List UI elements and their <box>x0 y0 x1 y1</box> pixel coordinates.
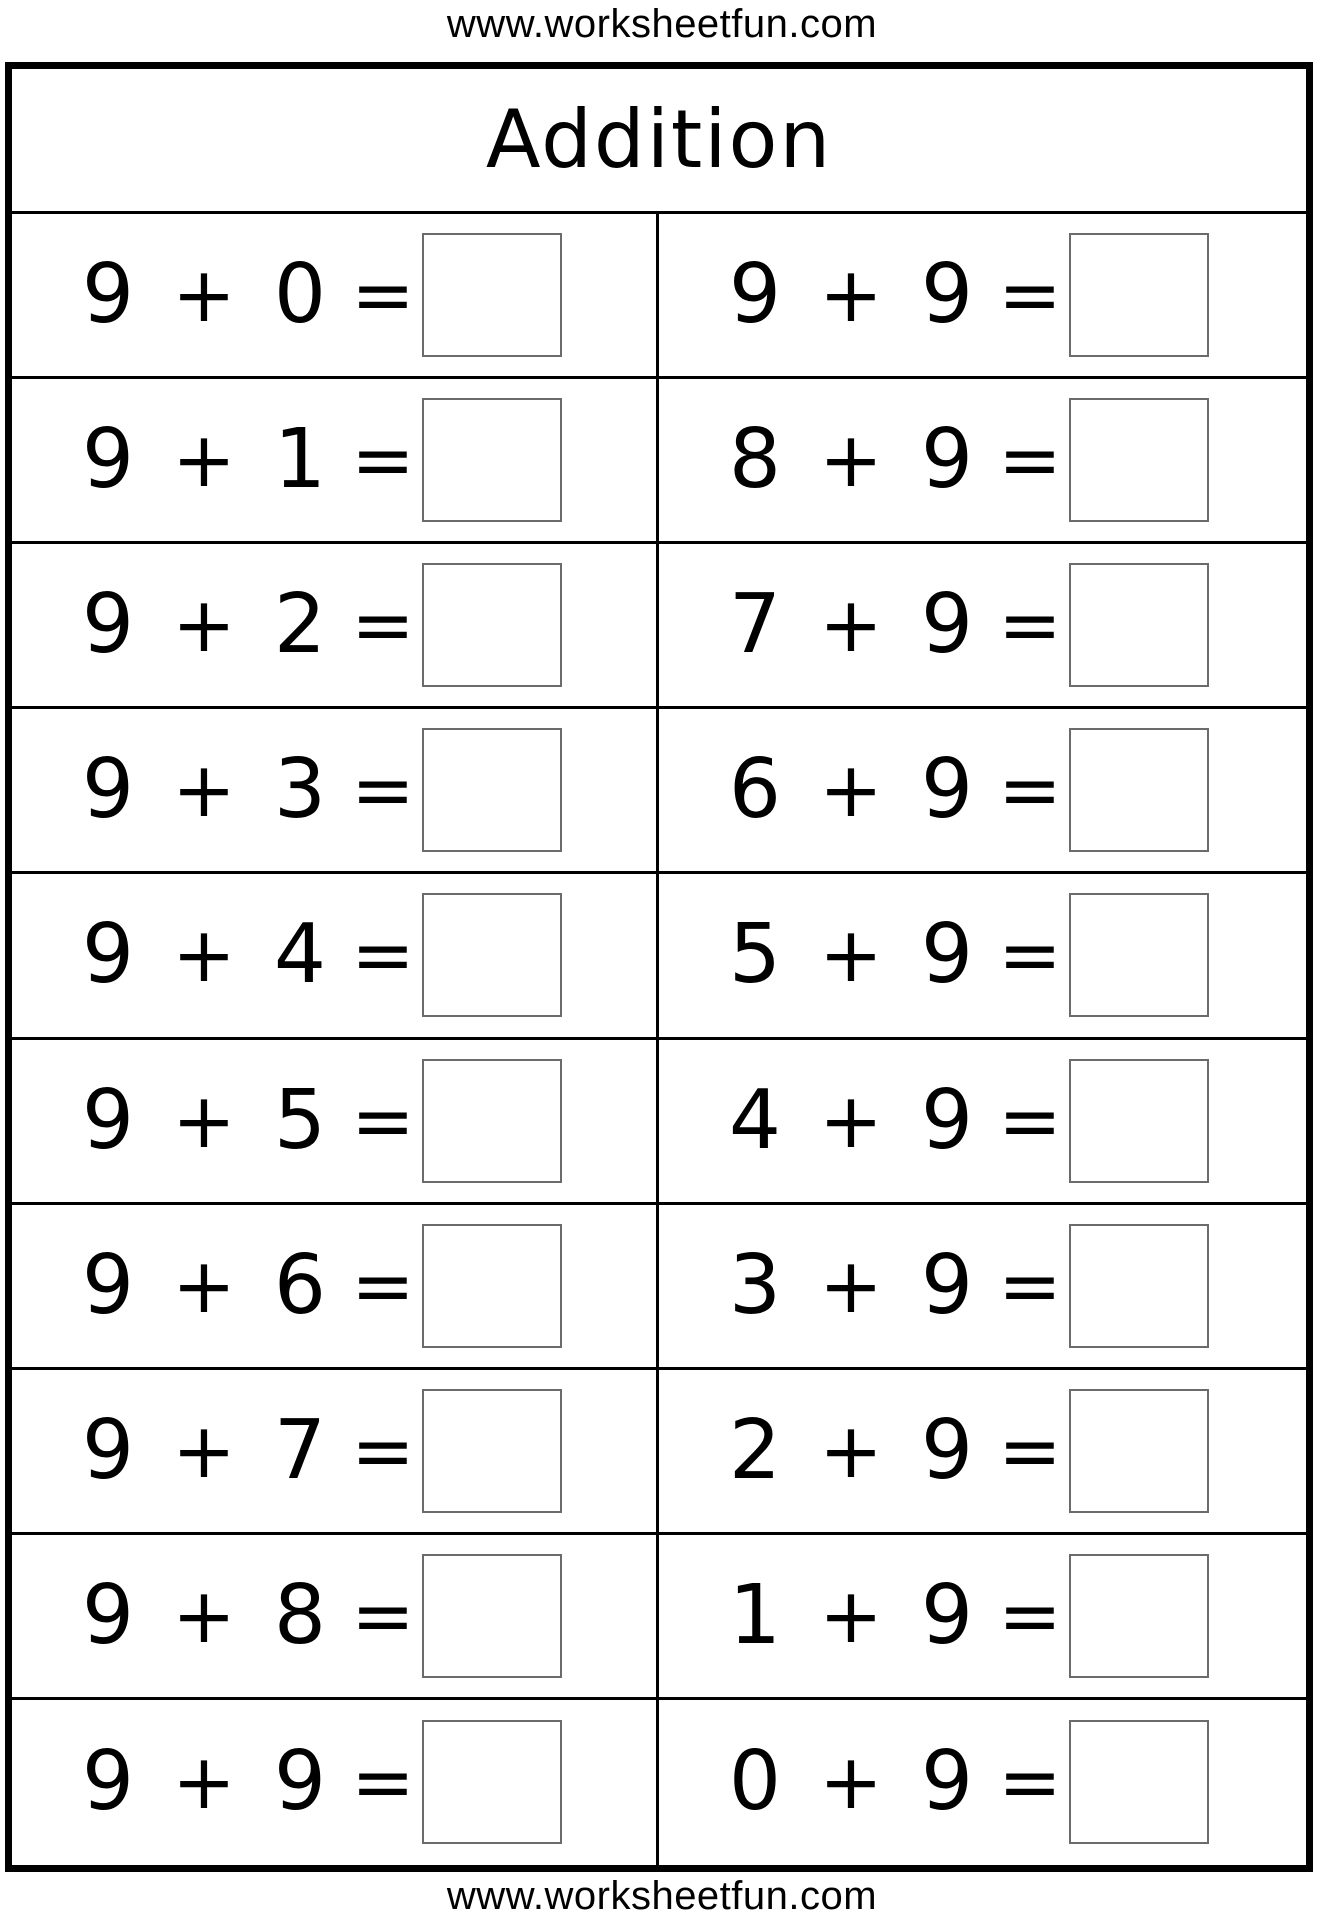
site-url-footer: www.worksheetfun.com <box>446 1874 878 1918</box>
addend-a: 3 <box>728 1237 782 1333</box>
addend-a: 2 <box>728 1402 782 1498</box>
addend-b: 9 <box>920 412 974 508</box>
equals-sign: = <box>351 745 415 835</box>
problem-left-1 <box>12 214 659 379</box>
addend-a: 9 <box>81 577 135 673</box>
equals-sign: = <box>351 1240 415 1330</box>
site-url-header: www.worksheetfun.com <box>446 2 878 46</box>
addend-b: 9 <box>273 1734 327 1830</box>
addend-b: 3 <box>273 742 327 838</box>
plus-sign: + <box>819 910 883 1000</box>
addend-b: 6 <box>273 1237 327 1333</box>
equals-sign: = <box>351 1405 415 1495</box>
problem-right-4 <box>659 709 1306 874</box>
answer-box[interactable] <box>422 563 562 687</box>
plus-sign: + <box>172 1570 236 1660</box>
plus-sign: + <box>172 745 236 835</box>
plus-sign: + <box>172 1405 236 1495</box>
problem-right-1 <box>659 214 1306 379</box>
plus-sign: + <box>819 1240 883 1330</box>
answer-box[interactable] <box>1069 1720 1209 1844</box>
equals-sign: = <box>998 1737 1062 1827</box>
addend-a: 6 <box>728 742 782 838</box>
answer-box[interactable] <box>1069 728 1209 852</box>
problem-left-3 <box>12 544 659 709</box>
addend-b: 2 <box>273 577 327 673</box>
problem-right-9 <box>659 1535 1306 1700</box>
addend-a: 1 <box>728 1567 782 1663</box>
addend-a: 9 <box>728 247 782 343</box>
addend-b: 9 <box>920 577 974 673</box>
answer-box[interactable] <box>422 728 562 852</box>
problem-right-7 <box>659 1205 1306 1370</box>
answer-box[interactable] <box>1069 1389 1209 1513</box>
problem-right-3 <box>659 544 1306 709</box>
addend-a: 9 <box>81 1072 135 1168</box>
problem-grid <box>12 214 1306 1865</box>
equals-sign: = <box>998 415 1062 505</box>
equals-sign: = <box>351 580 415 670</box>
equals-sign: = <box>351 415 415 505</box>
plus-sign: + <box>172 1075 236 1165</box>
addend-b: 7 <box>273 1402 327 1498</box>
addend-a: 9 <box>81 1734 135 1830</box>
equals-sign: = <box>998 580 1062 670</box>
plus-sign: + <box>172 1737 236 1827</box>
worksheet <box>5 62 1313 1872</box>
plus-sign: + <box>819 1075 883 1165</box>
addend-a: 9 <box>81 907 135 1003</box>
addend-b: 9 <box>920 1734 974 1830</box>
plus-sign: + <box>172 415 236 505</box>
addend-b: 5 <box>273 1072 327 1168</box>
answer-box[interactable] <box>422 1389 562 1513</box>
answer-box[interactable] <box>422 233 562 357</box>
equals-sign: = <box>351 1570 415 1660</box>
answer-box[interactable] <box>1069 893 1209 1017</box>
plus-sign: + <box>819 745 883 835</box>
addend-a: 9 <box>81 412 135 508</box>
plus-sign: + <box>819 1405 883 1495</box>
equals-sign: = <box>998 1240 1062 1330</box>
addend-a: 4 <box>728 1072 782 1168</box>
equals-sign: = <box>351 250 415 340</box>
equals-sign: = <box>351 1737 415 1827</box>
problem-left-9 <box>12 1535 659 1700</box>
plus-sign: + <box>819 580 883 670</box>
plus-sign: + <box>819 415 883 505</box>
addend-a: 7 <box>728 577 782 673</box>
addend-b: 0 <box>273 247 327 343</box>
problem-left-2 <box>12 379 659 544</box>
answer-box[interactable] <box>422 1059 562 1183</box>
addend-b: 8 <box>273 1567 327 1663</box>
problem-left-4 <box>12 709 659 874</box>
problem-left-10 <box>12 1700 659 1865</box>
problem-right-6 <box>659 1040 1306 1205</box>
addend-b: 1 <box>273 412 327 508</box>
plus-sign: + <box>172 1240 236 1330</box>
answer-box[interactable] <box>1069 1554 1209 1678</box>
plus-sign: + <box>172 910 236 1000</box>
equals-sign: = <box>351 1075 415 1165</box>
answer-box[interactable] <box>1069 1224 1209 1348</box>
answer-box[interactable] <box>1069 1059 1209 1183</box>
answer-box[interactable] <box>1069 233 1209 357</box>
equals-sign: = <box>998 250 1062 340</box>
problem-left-5 <box>12 874 659 1039</box>
addend-a: 0 <box>728 1734 782 1830</box>
addend-a: 5 <box>728 907 782 1003</box>
answer-box[interactable] <box>422 1720 562 1844</box>
addend-b: 9 <box>920 1402 974 1498</box>
equals-sign: = <box>998 1405 1062 1495</box>
answer-box[interactable] <box>422 1554 562 1678</box>
title-bar <box>12 69 1306 214</box>
addend-a: 8 <box>728 412 782 508</box>
addend-a: 9 <box>81 247 135 343</box>
addend-b: 9 <box>920 907 974 1003</box>
problem-right-2 <box>659 379 1306 544</box>
problem-left-8 <box>12 1370 659 1535</box>
addend-b: 9 <box>920 247 974 343</box>
addend-a: 9 <box>81 742 135 838</box>
problem-right-8 <box>659 1370 1306 1535</box>
equals-sign: = <box>998 1075 1062 1165</box>
plus-sign: + <box>819 250 883 340</box>
addend-b: 9 <box>920 1072 974 1168</box>
addend-b: 9 <box>920 742 974 838</box>
answer-box[interactable] <box>422 1224 562 1348</box>
answer-box[interactable] <box>422 893 562 1017</box>
equals-sign: = <box>351 910 415 1000</box>
problem-right-5 <box>659 874 1306 1039</box>
plus-sign: + <box>819 1737 883 1827</box>
addend-a: 9 <box>81 1402 135 1498</box>
addend-a: 9 <box>81 1567 135 1663</box>
answer-box[interactable] <box>1069 563 1209 687</box>
equals-sign: = <box>998 745 1062 835</box>
answer-box[interactable] <box>422 398 562 522</box>
problem-left-6 <box>12 1040 659 1205</box>
problem-right-10 <box>659 1700 1306 1865</box>
answer-box[interactable] <box>1069 398 1209 522</box>
equals-sign: = <box>998 1570 1062 1660</box>
worksheet-title: Addition <box>485 93 833 186</box>
equals-sign: = <box>998 910 1062 1000</box>
plus-sign: + <box>819 1570 883 1660</box>
addend-b: 4 <box>273 907 327 1003</box>
problem-left-7 <box>12 1205 659 1370</box>
addend-b: 9 <box>920 1237 974 1333</box>
addend-a: 9 <box>81 1237 135 1333</box>
plus-sign: + <box>172 580 236 670</box>
plus-sign: + <box>172 250 236 340</box>
addend-b: 9 <box>920 1567 974 1663</box>
